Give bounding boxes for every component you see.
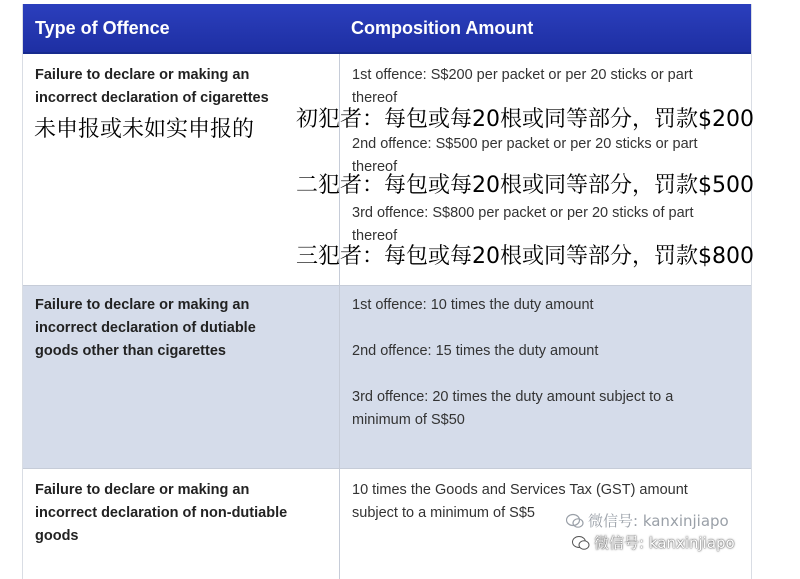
composition-first-offence (352, 64, 747, 110)
composition-line: 2nd offence: 15 times the duty amount (352, 343, 599, 359)
offence-line: goods (35, 528, 79, 544)
offence-chinese-caption: 未申报或未如实申报的 (34, 117, 255, 142)
second-offence-chinese-caption: 二犯者：每包或每20根或同等部分，罚款$500 (296, 173, 754, 198)
offence-table (22, 4, 752, 579)
third-offence-chinese-caption: 三犯者：每包或每20根或同等部分，罚款$800 (296, 244, 754, 269)
wechat-icon (566, 513, 584, 529)
offence-text (35, 294, 320, 363)
offence-line: incorrect declaration of dutiable (35, 320, 256, 336)
composition-line: 1st offence: 10 times the duty amount (352, 297, 594, 313)
header-composition-amount: Composition Amount (351, 18, 534, 38)
watermark-text: 微信号: kanxinjiapo (594, 534, 735, 552)
column-divider (339, 286, 340, 468)
composition-line: 3rd offence: 20 times the duty amount subject to a (352, 389, 674, 405)
offence-text (35, 479, 320, 548)
composition-first-offence (352, 294, 747, 317)
composition-line: subject to a minimum of S$5 (352, 505, 535, 521)
composition-third-offence (352, 386, 747, 432)
table-row (23, 286, 751, 468)
watermark-faded (566, 510, 729, 531)
composition-line: minimum of S$50 (352, 412, 465, 428)
composition-second-offence (352, 340, 747, 363)
offence-line: Failure to declare or making an (35, 67, 250, 83)
composition-line: 2nd offence: S$500 per packet or per 20 sticks or part (352, 136, 698, 152)
composition-line: thereof (352, 90, 398, 106)
watermark-text: 微信号: kanxinjiapo (588, 512, 729, 530)
composition-third-offence (352, 202, 747, 248)
composition-line: thereof (352, 228, 398, 244)
header-type-of-offence: Type of Offence (35, 18, 170, 38)
offence-line: incorrect declaration of cigarettes (35, 90, 269, 106)
watermark (572, 532, 735, 553)
composition-line: 1st offence: S$200 per packet or per 20 sticks or part (352, 67, 693, 83)
wechat-icon (572, 535, 590, 551)
offence-text (35, 64, 320, 110)
offence-line: Failure to declare or making an (35, 482, 250, 498)
first-offence-chinese-caption: 初犯者：每包或每20根或同等部分，罚款$200 (296, 107, 754, 132)
offence-line: Failure to declare or making an (35, 297, 250, 313)
composition-line: 10 times the Goods and Services Tax (GST) amount (352, 482, 688, 498)
table-header (23, 4, 751, 54)
offence-line: incorrect declaration of non-dutiable (35, 505, 288, 521)
column-divider (339, 469, 340, 579)
composition-line: 3rd offence: S$800 per packet or per 20 sticks of part (352, 205, 694, 221)
composition-line: thereof (352, 159, 398, 175)
offence-line: goods other than cigarettes (35, 343, 226, 359)
